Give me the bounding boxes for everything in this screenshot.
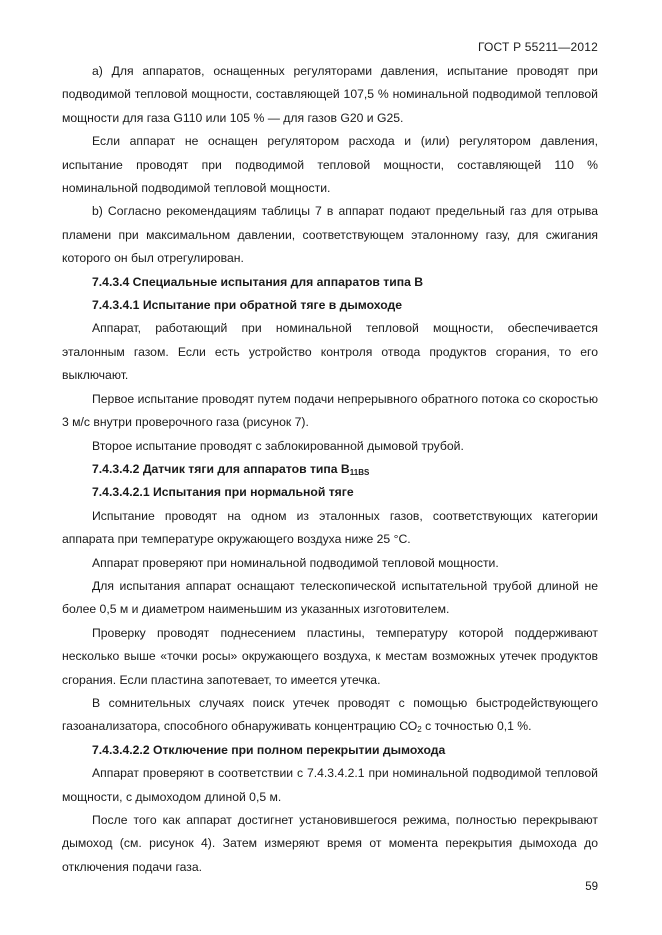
paragraph-text: В сомнительных случаях поиск утечек проводят с помощью быстродействующего газоанализатора, способного обнаруживать концентрацию СО xyxy=(62,695,598,734)
paragraph-test-pipe: Для испытания аппарат оснащают телескопической испытательной трубой длиной не более 0,5 м и диаметром наименьшим из указанных изготовителем. xyxy=(62,578,598,617)
paragraph-no-regulator: Если аппарат не оснащен регулятором расхода и (или) регулятором давления, испытание проводят при подводимой тепловой мощности, составляющей 110 % номинальной подводимой тепловой мощности. xyxy=(62,134,598,196)
section-heading-7-4-3-4-2-1: 7.4.3.4.2.1 Испытания при нормальной тяге xyxy=(92,485,354,500)
heading-subscript: 11BS xyxy=(349,467,370,477)
paragraph-nominal-power: Аппарат проверяют при номинальной подводимой тепловой мощности. xyxy=(92,555,499,570)
paragraph-b: b) Согласно рекомендациям таблицы 7 в аппарат подают предельный газ для отрыва пламени при максимальном давлении, соответствующем эталонному газу, для сжигания которого он был отрегулирован. xyxy=(62,204,598,266)
paragraph-block-flue: После того как аппарат достигнет установившегося режима, полностью перекрывают дымоход (см. рисунок 4). Затем измеряют время от момента перекрытия дымохода до отключения подачи газа. xyxy=(62,813,598,874)
co2-subscript: 2 xyxy=(417,725,422,735)
paragraph-reference-gas: Аппарат, работающий при номинальной тепловой мощности, обеспечивается эталонным газом. Если есть устройство контроля отвода продуктов сгорания, то его выключают. xyxy=(62,321,598,383)
section-heading-7-4-3-4: 7.4.3.4 Специальные испытания для аппаратов типа В xyxy=(92,274,424,289)
document-code: ГОСТ Р 55211—2012 xyxy=(477,40,598,54)
paragraph-second-test: Второе испытание проводят с заблокированной дымовой трубой. xyxy=(92,438,464,453)
section-heading-7-4-3-4-2-2: 7.4.3.4.2.2 Отключение при полном перекрытии дымохода xyxy=(92,742,446,757)
paragraph-test-gas: Испытание проводят на одном из эталонных газов, соответствующих категории аппарата при температуре окружающего воздуха ниже 25 °С. xyxy=(62,508,598,547)
paragraph-tail: с точностью 0,1 %. xyxy=(421,719,532,734)
section-heading-7-4-3-4-2 xyxy=(62,458,598,481)
paragraph-check-shutdown: Аппарат проверяют в соответствии с 7.4.3.4.2.1 при номинальной подводимой тепловой мощности, с дымоходом длиной 0,5 м. xyxy=(62,766,598,804)
paragraph-gas-analyzer xyxy=(62,692,598,739)
document-body xyxy=(62,60,598,879)
heading-text: 7.4.3.4.2 Датчик тяги для аппаратов типа В xyxy=(92,461,350,476)
paragraph-dew-point: Проверку проводят поднесением пластины, температуру которой поддерживают несколько выше «точки росы» окружающего воздуха, к местам возможных утечек продуктов сгорания. Если пластина запотевает, то имеется утечка. xyxy=(62,625,598,687)
section-heading-7-4-3-4-1: 7.4.3.4.1 Испытание при обратной тяге в дымоходе xyxy=(92,298,403,313)
paragraph-first-test: Первое испытание проводят путем подачи непрерывного обратного потока со скоростью 3 м/с внутри проверочного газа (рисунок 7). xyxy=(62,391,598,430)
paragraph-a: а) Для аппаратов, оснащенных регуляторами давления, испытание проводят при подводимой тепловой мощности, составляющей 107,5 % номинальной подводимой тепловой мощности для газа G110 или 105 % — для газов G20 и G25. xyxy=(62,64,598,125)
page-number: 59 xyxy=(585,881,598,893)
